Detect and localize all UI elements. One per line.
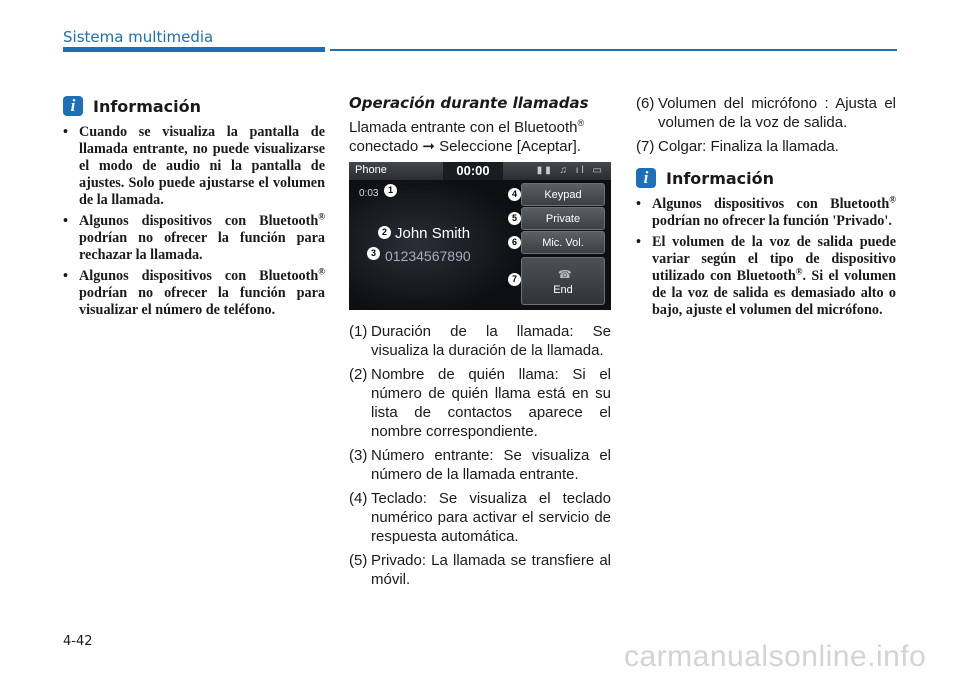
info-title: Información bbox=[93, 96, 202, 116]
callout-6: 6 bbox=[508, 236, 521, 249]
header-rule bbox=[330, 49, 897, 51]
status-icons: ▮▮ ♫ ıl ▭ bbox=[536, 165, 605, 176]
mic-volume-button[interactable]: Mic. Vol. bbox=[521, 231, 605, 254]
info-title: Información bbox=[666, 168, 775, 188]
info-heading bbox=[636, 166, 896, 190]
legend-item: (7) Colgar: Finaliza la llamada. bbox=[636, 138, 839, 155]
keypad-button[interactable]: Keypad bbox=[521, 183, 605, 206]
arrow-icon: ➞ bbox=[422, 138, 435, 155]
info-icon: i bbox=[63, 96, 83, 116]
intro-text: Llamada entrante con el Bluetooth® conectado ➞ Seleccione [Aceptar]. bbox=[349, 118, 585, 155]
legend-item: (6) Volumen del micrófono : Ajusta el volumen de la voz de salida. bbox=[636, 95, 896, 131]
info-bullet: • Algunos dispositivos con Bluetooth® podrían no ofrecer la función para visualizar el número de teléfono. bbox=[63, 268, 325, 319]
phone-screen bbox=[349, 162, 611, 310]
callout-7: 7 bbox=[508, 273, 521, 286]
page-number: 4-42 bbox=[63, 634, 93, 649]
section-title: Sistema multimedia bbox=[63, 28, 214, 46]
info-bullet: • El volumen de la voz de salida puede variar según el tipo de dispositivo utilizado con Bluetooth®. Si el volumen de la voz de salida es demasiado alto o bajo, ajuste el volumen del micrófono. bbox=[636, 234, 896, 319]
end-call-button[interactable]: ☎ End bbox=[521, 257, 605, 305]
callout-1: 1 bbox=[384, 184, 397, 197]
legend-item: (1) Duración de la llamada: Se visualiza la duración de la llamada. bbox=[349, 323, 611, 359]
watermark: carmanualsonline.info bbox=[624, 640, 927, 673]
info-icon: i bbox=[636, 168, 656, 188]
callout-3: 3 bbox=[367, 247, 380, 260]
caller-panel bbox=[349, 180, 519, 310]
info-list bbox=[636, 196, 896, 319]
right-column bbox=[636, 94, 896, 323]
callout-4: 4 bbox=[508, 188, 521, 201]
legend-item: (3) Número entrante: Se visualiza el número de la llamada entrante. bbox=[349, 447, 611, 483]
info-heading bbox=[63, 94, 325, 118]
info-bullet: • Algunos dispositivos con Bluetooth® podrían no ofrecer la función 'Privado'. bbox=[636, 196, 896, 230]
legend-item: (4) Teclado: Se visualiza el teclado numérico para activar el servicio de respuesta automática. bbox=[349, 490, 611, 545]
legend-list bbox=[349, 322, 611, 589]
callout-2: 2 bbox=[378, 226, 391, 239]
legend-list-continued bbox=[636, 94, 896, 156]
caller-number: 01234567890 bbox=[385, 248, 471, 264]
info-list bbox=[63, 124, 325, 319]
private-button[interactable]: Private bbox=[521, 207, 605, 230]
hang-up-icon: ☎ bbox=[558, 269, 572, 281]
legend-item: (2) Nombre de quién llama: Si el número de quién llama está en su lista de contactos aparece el nombre correspondiente. bbox=[349, 366, 611, 440]
screen-clock: 00:00 bbox=[443, 162, 503, 180]
middle-column bbox=[349, 94, 611, 594]
legend-item: (5) Privado: La llamada se transfiere al móvil. bbox=[349, 552, 611, 588]
screen-app-title: Phone bbox=[355, 164, 387, 176]
info-bullet: • Algunos dispositivos con Bluetooth® podrían no ofrecer la función para rechazar la llamada. bbox=[63, 213, 325, 264]
left-column bbox=[63, 94, 325, 323]
section-heading: Operación durante llamadas bbox=[349, 94, 589, 112]
call-duration: 0:03 bbox=[359, 188, 379, 199]
header-accent-bar bbox=[63, 47, 325, 52]
info-bullet: • Cuando se visualiza la pantalla de llamada entrante, no puede visualizarse el modo de audio ni la pantalla de ajustes. Solo puede ajustarse el volumen de la llamada. bbox=[63, 124, 325, 209]
caller-name: John Smith bbox=[395, 225, 471, 242]
callout-5: 5 bbox=[508, 212, 521, 225]
